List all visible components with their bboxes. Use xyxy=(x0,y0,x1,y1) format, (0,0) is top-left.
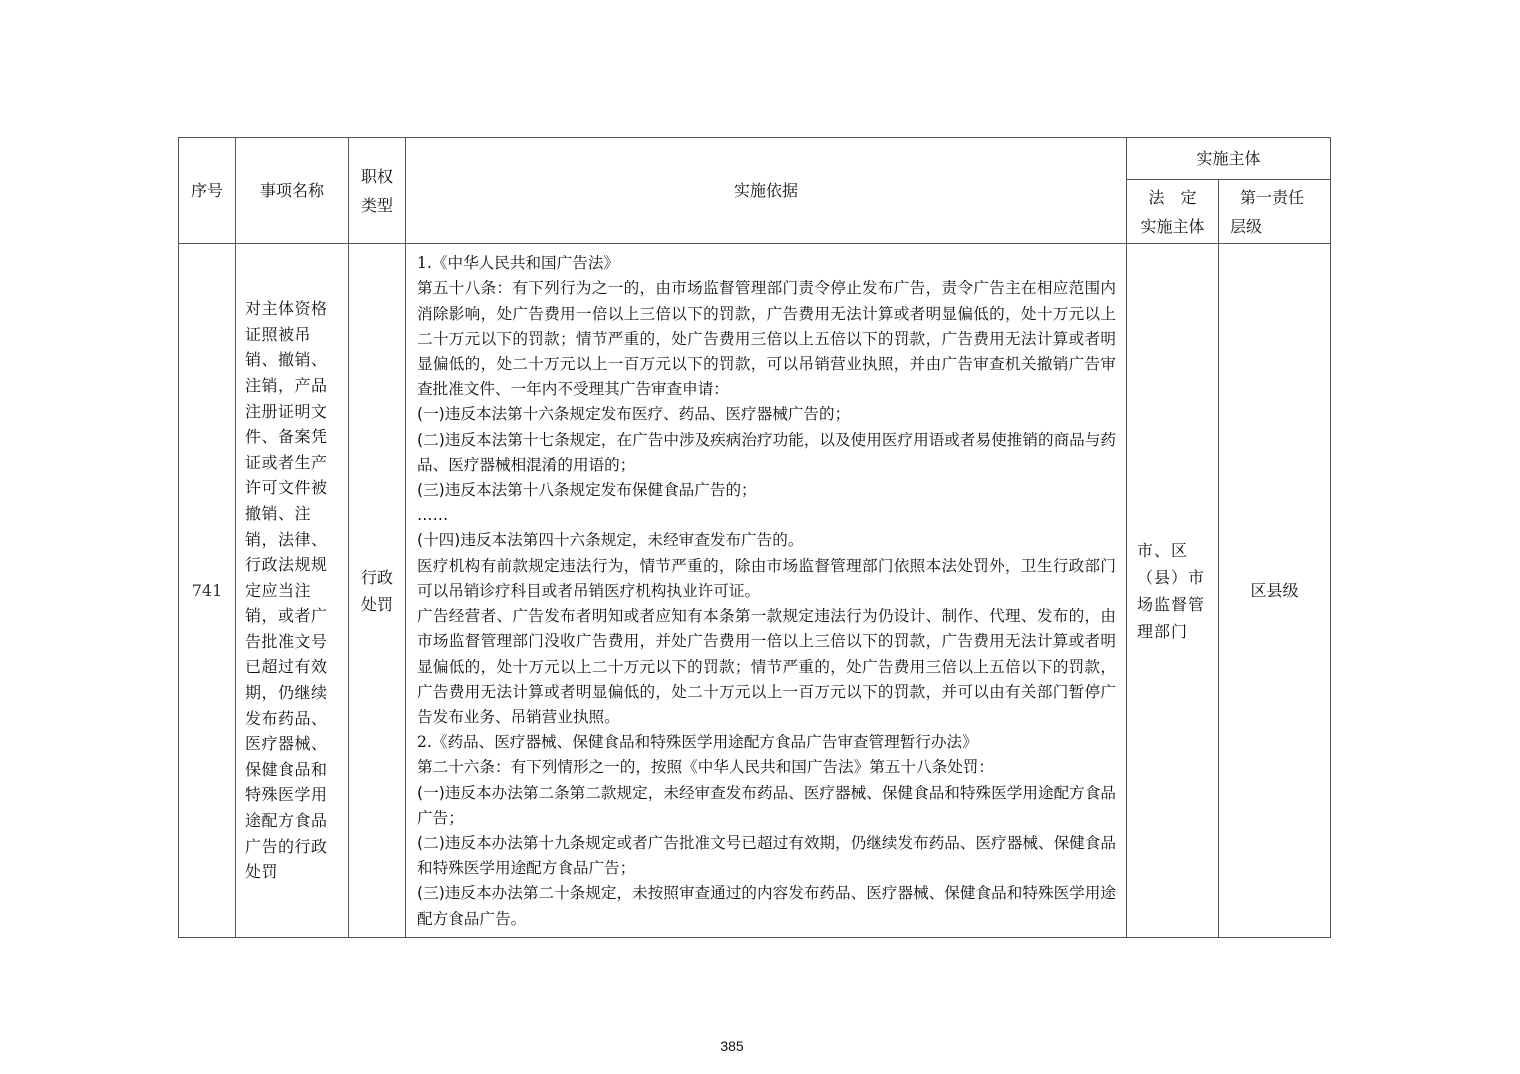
header-legal-line1: 法 定 xyxy=(1148,187,1197,207)
header-type xyxy=(349,138,406,244)
header-basis: 实施依据 xyxy=(406,138,1127,244)
page-number: 385 xyxy=(720,1038,744,1054)
header-name: 事项名称 xyxy=(236,138,349,244)
basis-para-13: (二)违反本办法第十九条规定或者广告批准文号已超过有效期，仍继续发布药品、医疗器械、保健食品和特殊医学用途配方食品广告； xyxy=(417,833,1116,878)
basis-para-7: (十四)违反本法第四十六条规定，未经审查发布广告的。 xyxy=(417,531,804,550)
basis-para-12: (一)违反本办法第二条第二款规定，未经审查发布药品、医疗器械、保健食品和特殊医学用途配方食品广告； xyxy=(417,783,1116,827)
basis-para-10: 2.《药品、医疗器械、保健食品和特殊医学用途配方食品广告审查管理暂行办法》 xyxy=(417,733,978,752)
header-level-line2: 层级 xyxy=(1230,216,1263,236)
basis-para-3: (一)违反本法第十六条规定发布医疗、药品、医疗器械广告的； xyxy=(417,405,851,424)
basis-para-1: 1.《中华人民共和国广告法》 xyxy=(417,254,620,273)
row-seq: 741 xyxy=(179,244,236,938)
basis-para-9: 广告经营者、广告发布者明知或者应知有本条第一款规定违法行为仍设计、制作、代理、发布的，由市场监督管理部门没收广告费用，并处广告费用一倍以上三倍以下的罚款，广告费用无法计算或者明显偏低的，处十万元以上二十万元以下的罚款；情节严重的，处广告费用三倍以上五倍以下的罚款，广告费用无法计算或者明显偏低的，处二十万元以上一百万元以下的罚款，并可以由有关部门暂停广告发布业务、吊销营业执照。 xyxy=(417,607,1116,726)
basis-para-8: 医疗机构有前款规定违法行为，情节严重的，除由市场监督管理部门依照本法处罚外，卫生行政部门可以吊销诊疗科目或者吊销医疗机构执业许可证。 xyxy=(417,556,1116,600)
header-level xyxy=(1219,180,1331,244)
row-power-type xyxy=(349,244,406,938)
row-type-line1: 行政 xyxy=(360,567,393,587)
table-row xyxy=(179,244,1331,938)
header-subject: 实施主体 xyxy=(1127,138,1331,180)
row-legal-subject: 市、区（县）市场监督管理部门 xyxy=(1127,244,1219,938)
row-level: 区县级 xyxy=(1219,244,1331,938)
header-seq: 序号 xyxy=(179,138,236,244)
power-list-table xyxy=(178,137,1331,938)
basis-para-14: (三)违反本办法第二十条规定，未按照审查通过的内容发布药品、医疗器械、保健食品和特殊医学用途配方食品广告。 xyxy=(417,884,1116,928)
header-level-line1: 第一责任 xyxy=(1240,187,1305,207)
row-type-line2: 处罚 xyxy=(360,594,393,614)
header-type-line2: 类型 xyxy=(360,195,393,215)
header-legal-line2: 实施主体 xyxy=(1140,216,1205,236)
basis-para-4: (二)违反本法第十七条规定，在广告中涉及疾病治疗功能，以及使用医疗用语或者易使推销的商品与药品、医疗器械相混淆的用语的； xyxy=(417,430,1116,474)
row-basis xyxy=(406,244,1127,938)
basis-para-11: 第二十六条：有下列情形之一的，按照《中华人民共和国广告法》第五十八条处罚： xyxy=(417,758,994,777)
basis-para-5: (三)违反本法第十八条规定发布保健食品广告的； xyxy=(417,481,757,500)
header-legal-subject xyxy=(1127,180,1219,244)
header-type-line1: 职权 xyxy=(360,166,393,186)
header-row-1 xyxy=(179,138,1331,180)
row-item-name: 对主体资格证照被吊销、撤销、注销，产品注册证明文件、备案凭证或者生产许可文件被撤销、注销，法律、行政法规规定应当注销，或者广告批准文号已超过有效期，仍继续发布药品、医疗器械、保健食品和特殊医学用途配方食品广告的行政处罚 xyxy=(236,244,349,938)
basis-para-2: 第五十八条：有下列行为之一的，由市场监督管理部门责令停止发布广告，责令广告主在相应范围内消除影响，处广告费用一倍以上三倍以下的罚款，广告费用无法计算或者明显偏低的，处十万元以上二十万元以下的罚款；情节严重的，处广告费用三倍以上五倍以下的罚款，广告费用无法计算或者明显偏低的，处二十万元以上一百万元以下的罚款，可以吊销营业执照，并由广告审查机关撤销广告审查批准文件、一年内不受理其广告审查申请： xyxy=(417,279,1116,399)
basis-para-6: …… xyxy=(417,506,449,525)
